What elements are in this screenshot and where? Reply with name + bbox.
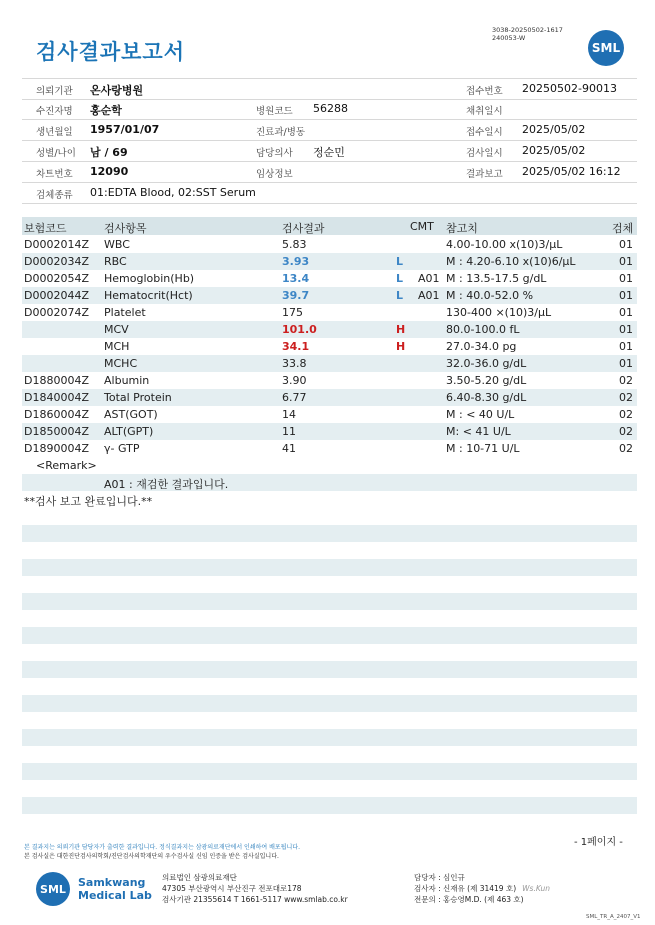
col-item: 검사항목 [104,222,147,235]
col-ref: 참고치 [446,222,478,235]
footer-org [162,872,348,905]
table-row [22,440,637,457]
result-spec: 01 [619,340,633,353]
result-value: 101.0 [282,323,317,336]
empty-row [22,559,637,576]
empty-row [22,797,637,814]
result-value: 175 [282,306,303,319]
result-flag: L [396,289,404,302]
result-item: γ- GTP [104,442,140,455]
form-code: SML_TR_A_2407_V1 [586,914,641,920]
result-item: Albumin [104,374,150,387]
receipt-date-value: 2025/05/02 [522,123,586,136]
result-code: D0002044Z [24,289,89,302]
remark-line: A01 : 재검한 결과입니다. [104,478,229,491]
report-title: 검사결과보고서 [36,40,186,64]
result-flag: L [396,272,404,285]
result-ref: M : 13.5-17.5 g/dL [446,272,547,285]
result-spec: 01 [619,255,633,268]
document-id-line2: 240053-W [492,34,526,42]
page-number: - 1페이지 - [574,837,623,848]
result-value: 11 [282,425,296,438]
results-header [22,217,637,235]
result-cmt: A01 [418,272,440,285]
result-spec: 02 [619,425,633,438]
result-item: MCHC [104,357,138,370]
info-row-patient [22,99,637,120]
dob-value: 1957/01/07 [90,123,160,136]
result-ref: M: < 41 U/L [446,425,511,438]
result-spec: 01 [619,238,633,251]
result-ref: 6.40-8.30 g/dL [446,391,527,404]
chart-value: 12090 [90,165,129,178]
document-id [492,26,563,42]
result-code: D1840004Z [24,391,89,404]
result-item: Total Protein [104,391,172,404]
result-code: D1860004Z [24,408,89,421]
col-code: 보험코드 [24,222,67,235]
result-ref: 32.0-36.0 g/dL [446,357,527,370]
info-row-chart [22,162,637,183]
receipt-no-value: 20250502-90013 [522,82,617,95]
complete-text: **검사 보고 완료입니다.** [24,495,153,508]
table-row [22,423,637,440]
result-item: RBC [104,255,127,268]
result-item: WBC [104,238,130,251]
result-value: 39.7 [282,289,310,302]
footer-sml-logo-icon: SML [36,872,70,906]
col-cmt: CMT [410,220,434,233]
specimen-value: 01:EDTA Blood, 02:SST Serum [90,186,256,199]
dept-label: 진료과/병동 [256,127,306,138]
table-row [22,338,637,355]
col-spec: 검체 [612,222,634,235]
empty-row [22,729,637,746]
result-ref: 3.50-5.20 g/dL [446,374,527,387]
result-code: D0002034Z [24,255,89,268]
col-result: 검사결과 [282,222,325,235]
result-code: D0002054Z [24,272,89,285]
institution-value: 온사랑병원 [90,84,144,97]
result-value: 3.93 [282,255,310,268]
result-code: D0002014Z [24,238,89,251]
result-item: MCH [104,340,130,353]
clinical-label: 임상정보 [256,169,293,180]
result-spec: 01 [619,289,633,302]
result-value: 34.1 [282,340,310,353]
sex-age-value: 남 / 69 [90,146,128,159]
empty-row [22,627,637,644]
table-row [22,372,637,389]
institution-label: 의뢰기관 [36,86,73,97]
info-row-dob [22,120,637,141]
result-ref: 80.0-100.0 fL [446,323,520,336]
result-code: D0002074Z [24,306,89,319]
result-ref: M : 4.20-6.10 x(10)6/μL [446,255,576,268]
report-value: 2025/05/02 16:12 [522,165,621,178]
dob-label: 생년월일 [36,127,73,138]
test-date-label: 검사일시 [466,148,503,159]
report-label: 결과보고 [466,169,503,180]
table-row [22,304,637,321]
remark-row [22,457,637,474]
result-value: 3.90 [282,374,307,387]
table-row [22,253,637,270]
footer-org-name: 의료법인 삼광의료재단 [162,873,237,882]
footer-note-1: 본 결과지는 의뢰기관 담당자가 출력한 결과입니다. 정식결과지는 삼광의료재단에서 인쇄하여 배포됩니다. [24,844,301,851]
footer-brand-line2: Medical Lab [78,889,152,902]
result-spec: 02 [619,408,633,421]
result-value: 14 [282,408,296,421]
result-spec: 02 [619,442,633,455]
result-spec: 01 [619,357,633,370]
doctor-value: 정순민 [313,146,345,159]
result-ref: 130-400 ×(10)3/μL [446,306,552,319]
chart-label: 차트번호 [36,169,73,180]
result-flag: H [396,340,406,353]
table-row [22,389,637,406]
patient-label: 수진자명 [36,106,73,117]
result-ref: 4.00-10.00 x(10)3/μL [446,238,563,251]
remark-line-row [22,474,637,491]
sex-age-label: 성별/나이 [36,148,76,159]
footer-org-address: 47305 부산광역시 부산진구 전포대로178 [162,884,302,893]
result-ref: M : 40.0-52.0 % [446,289,534,302]
receipt-no-label: 접수번호 [466,86,503,97]
result-spec: 02 [619,374,633,387]
result-spec: 01 [619,272,633,285]
result-item: AST(GOT) [104,408,158,421]
table-row [22,270,637,287]
footer-brand-line1: Samkwang [78,876,146,889]
receipt-date-label: 접수일시 [466,127,503,138]
result-value: 5.83 [282,238,307,251]
result-value: 41 [282,442,296,455]
result-code: D1890004Z [24,442,89,455]
doctor-label: 담당의사 [256,148,293,159]
sml-logo-icon: SML [588,30,624,66]
result-value: 33.8 [282,357,307,370]
result-value: 6.77 [282,391,307,404]
empty-row [22,661,637,678]
table-row [22,236,637,253]
empty-row [22,695,637,712]
result-flag: H [396,323,406,336]
signature: Ws.Kun [522,884,551,893]
table-row [22,287,637,304]
hospital-code-label: 병원코드 [256,106,293,117]
patient-value: 홍순학 [90,104,122,117]
result-item: Hematocrit(Hct) [104,289,193,302]
result-item: MCV [104,323,129,336]
footer-org-contact: 검사기관 21355614 T 1661-5117 www.smlab.co.kr [162,895,348,904]
specimen-label: 검체종류 [36,190,73,201]
info-row-sex-age [22,141,637,162]
hospital-code-value: 56288 [313,102,348,115]
footer-staff [414,872,550,905]
result-spec: 01 [619,323,633,336]
result-flag: L [396,255,404,268]
table-row [22,321,637,338]
table-row [22,355,637,372]
footer-staff-tester [414,883,550,894]
result-cmt: A01 [418,289,440,302]
result-code: D1850004Z [24,425,89,438]
empty-row [22,763,637,780]
info-row-institution [22,78,637,100]
result-item: ALT(GPT) [104,425,154,438]
result-value: 13.4 [282,272,310,285]
empty-row [22,593,637,610]
empty-row [22,525,637,542]
result-spec: 01 [619,306,633,319]
complete-row [22,491,637,508]
table-row [22,406,637,423]
footer-staff-manager: 담당자 : 심인규 [414,873,465,882]
result-ref: M : 10-71 U/L [446,442,520,455]
result-item: Platelet [104,306,146,319]
footer-note-2: 본 검사실은 대한진단검사의학회/진단검사의학재단의 우수검사실 신임 인증을 받은 검사실입니다. [24,853,279,860]
result-spec: 02 [619,391,633,404]
test-date-value: 2025/05/02 [522,144,586,157]
result-ref: 27.0-34.0 pg [446,340,517,353]
footer-brand [78,876,152,902]
info-row-specimen [22,183,637,204]
collect-label: 채취일시 [466,106,503,117]
document-id-line1: 3038-20250502-1617 [492,26,563,34]
footer-staff-specialist: 전문의 : 홍승영M.D. (제 463 호) [414,895,524,904]
footer-staff-tester-text: 검사자 : 신재유 (제 31419 호) [414,884,517,893]
result-item: Hemoglobin(Hb) [104,272,195,285]
result-code: D1880004Z [24,374,89,387]
remark-title: <Remark> [36,459,97,472]
result-ref: M : < 40 U/L [446,408,515,421]
